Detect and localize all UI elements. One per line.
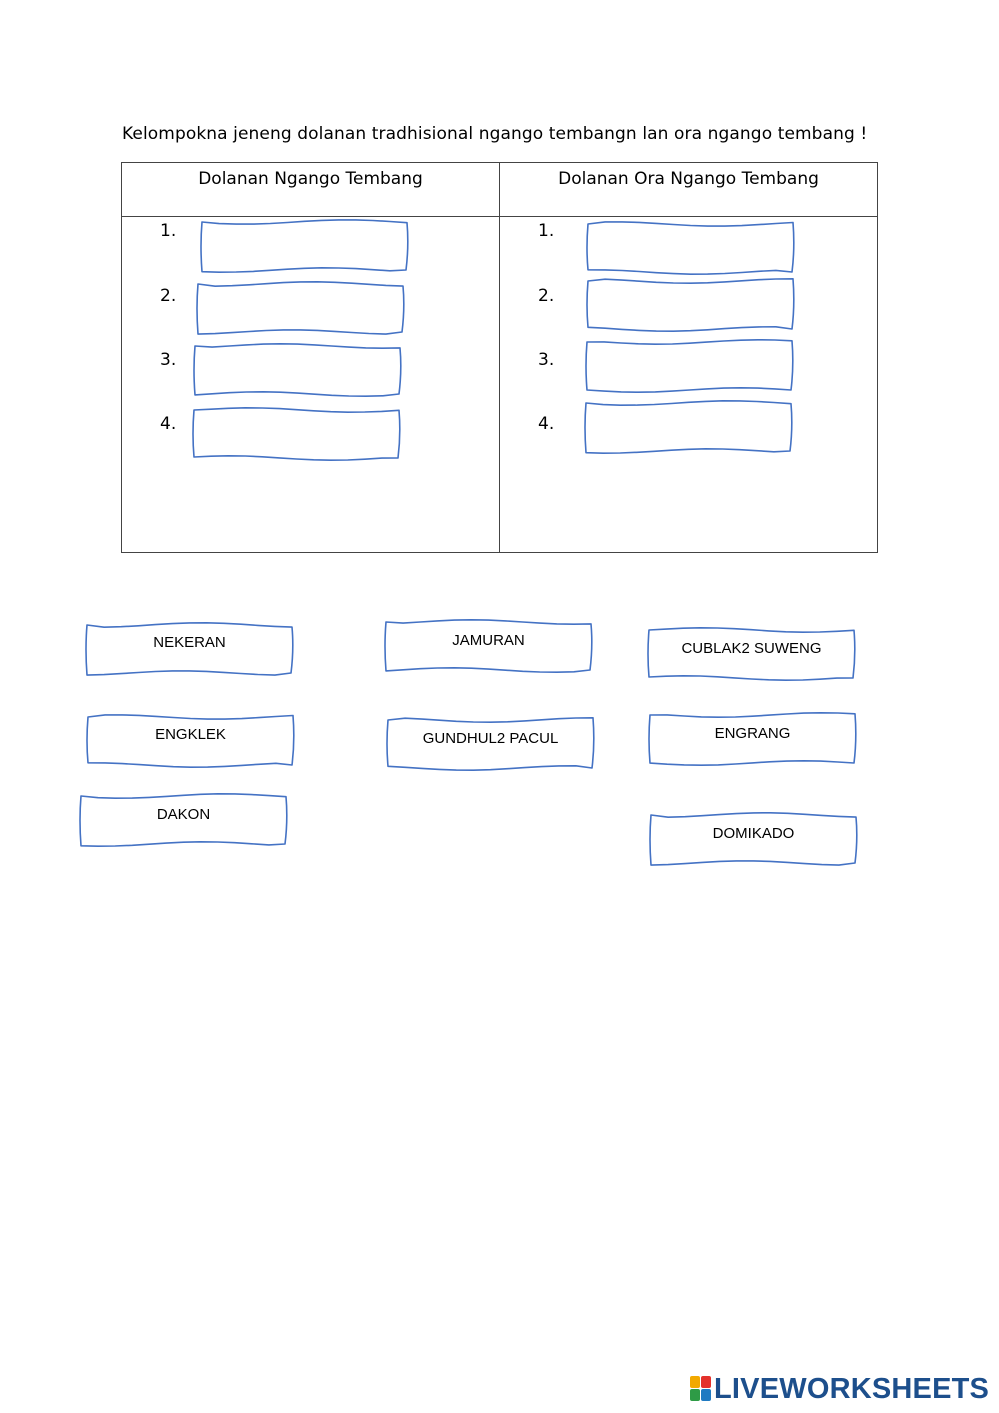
wavy-outline	[198, 282, 403, 334]
word-card-engklek[interactable]	[88, 715, 293, 767]
column-divider	[499, 163, 500, 552]
drop-slot-with-song-3[interactable]	[195, 344, 400, 396]
word-card-label: ENGRANG	[714, 725, 791, 742]
column-heading-without-song: Dolanan Ora Ngango Tembang	[558, 169, 819, 189]
liveworksheets-logo-icon	[690, 1376, 712, 1402]
word-card-label: GUNDHUL2 PACUL	[422, 730, 559, 747]
left-number-4: 4.	[160, 414, 177, 434]
drop-slot-with-song-1[interactable]	[202, 220, 407, 272]
wavy-outline	[195, 344, 400, 396]
column-heading-with-song: Dolanan Ngango Tembang	[198, 169, 423, 189]
header-divider	[122, 216, 877, 217]
word-card-gundhul2-pacul[interactable]	[388, 718, 593, 770]
word-card-label: DOMIKADO	[712, 825, 795, 842]
word-card-nekeran[interactable]	[87, 623, 292, 675]
word-card-label: CUBLAK2 SUWENG	[681, 640, 822, 657]
wavy-outline	[588, 222, 793, 274]
instruction-text: Kelompokna jeneng dolanan tradhisional ngango tembangn lan ora ngango tembang !	[122, 124, 868, 144]
word-card-label: JAMURAN	[452, 632, 525, 649]
word-card-label: NEKERAN	[153, 634, 226, 651]
wavy-outline	[202, 220, 407, 272]
word-card-domikado[interactable]	[651, 813, 856, 865]
wavy-outline	[194, 408, 399, 460]
left-number-1: 1.	[160, 221, 177, 241]
word-card-label: ENGKLEK	[155, 726, 226, 743]
wavy-outline	[586, 401, 791, 453]
word-card-dakon[interactable]	[81, 794, 286, 846]
word-card-jamuran[interactable]	[386, 620, 591, 672]
drop-slot-without-song-3[interactable]	[587, 340, 792, 392]
drop-slot-without-song-1[interactable]	[588, 222, 793, 274]
left-number-2: 2.	[160, 286, 177, 306]
word-card-cublak2-suweng[interactable]	[649, 628, 854, 680]
right-number-2: 2.	[538, 286, 555, 306]
liveworksheets-logo	[690, 1372, 989, 1406]
word-card-label: DAKON	[156, 806, 211, 823]
drop-slot-without-song-4[interactable]	[586, 401, 791, 453]
left-number-3: 3.	[160, 350, 177, 370]
word-card-engrang[interactable]	[650, 713, 855, 765]
drop-slot-with-song-4[interactable]	[194, 408, 399, 460]
drop-slot-without-song-2[interactable]	[588, 279, 793, 331]
right-number-4: 4.	[538, 414, 555, 434]
brand-name: LIVEWORKSHEETS	[714, 1372, 990, 1405]
right-number-3: 3.	[538, 350, 555, 370]
wavy-outline	[588, 279, 793, 331]
wavy-outline	[587, 340, 792, 392]
right-number-1: 1.	[538, 221, 555, 241]
drop-slot-with-song-2[interactable]	[198, 282, 403, 334]
